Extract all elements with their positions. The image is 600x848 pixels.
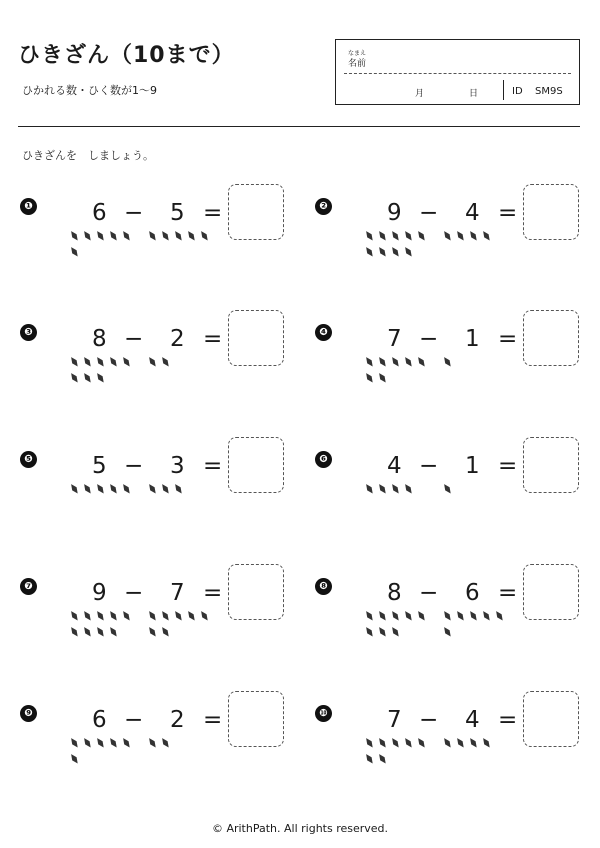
id-separator [503,80,504,100]
answer-box[interactable] [228,184,284,240]
minus-sign: − [124,707,144,733]
equals-sign: = [498,453,518,479]
minuend-counters [68,354,133,386]
carrot-icon: ⧫ [415,354,428,369]
carrot-icon: ⧫ [376,735,389,750]
problem-number-badge: ❻ [315,451,332,468]
carrot-icon: ⧫ [68,608,81,623]
carrot-icon: ⧫ [198,608,211,623]
minuend-counters [363,735,428,767]
minuend: 7 [387,326,402,352]
carrot-icon: ⧫ [467,228,480,243]
carrot-icon: ⧫ [94,481,107,496]
minus-sign: − [124,200,144,226]
day-label: 日 [469,89,479,99]
carrot-icon: ⧫ [120,735,133,750]
carrot-icon: ⧫ [68,370,81,385]
id-label: ID [512,86,523,97]
subtrahend: 1 [465,453,480,479]
subtrahend-counters [441,608,506,640]
minus-sign: − [419,707,439,733]
subtrahend: 6 [465,580,480,606]
equals-sign: = [498,200,518,226]
carrot-icon: ⧫ [120,481,133,496]
problem-number-badge: ❷ [315,198,332,215]
subtrahend: 3 [170,453,185,479]
carrot-icon: ⧫ [146,608,159,623]
carrot-icon: ⧫ [68,354,81,369]
carrot-icon: ⧫ [441,608,454,623]
carrot-icon: ⧫ [159,481,172,496]
carrot-icon: ⧫ [120,228,133,243]
problem-8 [315,578,595,668]
header-divider [18,126,580,127]
problem-9 [20,705,300,795]
problem-number-badge: ❾ [20,705,37,722]
carrot-icon: ⧫ [81,735,94,750]
carrot-icon: ⧫ [172,608,185,623]
carrot-icon: ⧫ [81,370,94,385]
carrot-icon: ⧫ [107,354,120,369]
minuend-counters [363,608,428,640]
carrot-icon: ⧫ [376,608,389,623]
name-line [344,73,571,74]
carrot-icon: ⧫ [389,624,402,639]
carrot-icon: ⧫ [68,735,81,750]
carrot-icon: ⧫ [107,735,120,750]
carrot-icon: ⧫ [172,481,185,496]
subtrahend-counters [441,354,506,370]
carrot-icon: ⧫ [389,608,402,623]
problem-5 [20,451,300,541]
carrot-icon: ⧫ [441,735,454,750]
carrot-icon: ⧫ [402,608,415,623]
carrot-icon: ⧫ [159,624,172,639]
carrot-icon: ⧫ [81,624,94,639]
carrot-icon: ⧫ [198,228,211,243]
answer-box[interactable] [228,691,284,747]
minuend-counters [68,735,133,767]
carrot-icon: ⧫ [402,228,415,243]
carrot-icon: ⧫ [363,624,376,639]
equals-sign: = [203,200,223,226]
minuend: 4 [387,453,402,479]
carrot-icon: ⧫ [68,751,81,766]
equals-sign: = [498,326,518,352]
minus-sign: − [419,326,439,352]
carrot-icon: ⧫ [480,735,493,750]
carrot-icon: ⧫ [363,354,376,369]
carrot-icon: ⧫ [363,481,376,496]
carrot-icon: ⧫ [480,608,493,623]
answer-box[interactable] [228,437,284,493]
carrot-icon: ⧫ [402,354,415,369]
answer-box[interactable] [523,437,579,493]
carrot-icon: ⧫ [68,624,81,639]
month-label: 月 [415,89,425,99]
carrot-icon: ⧫ [363,228,376,243]
minuend: 9 [387,200,402,226]
name-label: 名前 [348,59,367,69]
carrot-icon: ⧫ [146,624,159,639]
answer-box[interactable] [523,184,579,240]
problem-6 [315,451,595,541]
carrot-icon: ⧫ [107,624,120,639]
id-value: SM9S [535,86,563,97]
minuend-counters [363,481,428,497]
carrot-icon: ⧫ [146,481,159,496]
carrot-icon: ⧫ [185,608,198,623]
problem-number-badge: ❶ [20,198,37,215]
carrot-icon: ⧫ [415,228,428,243]
carrot-icon: ⧫ [107,608,120,623]
carrot-icon: ⧫ [376,481,389,496]
carrot-icon: ⧫ [146,354,159,369]
carrot-icon: ⧫ [94,370,107,385]
carrot-icon: ⧫ [185,228,198,243]
answer-box[interactable] [523,564,579,620]
carrot-icon: ⧫ [402,481,415,496]
minuend: 7 [387,707,402,733]
problem-number-badge: ❼ [20,578,37,595]
subtrahend-counters [146,735,211,751]
minuend-counters [363,354,428,386]
carrot-icon: ⧫ [493,608,506,623]
subtrahend-counters [441,735,506,751]
carrot-icon: ⧫ [68,244,81,259]
carrot-icon: ⧫ [454,608,467,623]
minuend-counters [68,481,133,497]
equals-sign: = [498,580,518,606]
answer-box[interactable] [523,310,579,366]
subtrahend-counters [146,228,211,244]
subtrahend: 4 [465,707,480,733]
carrot-icon: ⧫ [94,354,107,369]
carrot-icon: ⧫ [159,228,172,243]
carrot-icon: ⧫ [376,624,389,639]
problem-3 [20,324,300,414]
subtrahend-counters [441,228,506,244]
minus-sign: − [124,326,144,352]
carrot-icon: ⧫ [120,608,133,623]
subtrahend: 5 [170,200,185,226]
carrot-icon: ⧫ [389,481,402,496]
carrot-icon: ⧫ [172,228,185,243]
subtrahend-counters [146,481,211,497]
carrot-icon: ⧫ [120,354,133,369]
equals-sign: = [203,326,223,352]
problem-2 [315,198,595,288]
carrot-icon: ⧫ [159,735,172,750]
subtrahend: 7 [170,580,185,606]
carrot-icon: ⧫ [376,370,389,385]
carrot-icon: ⧫ [107,481,120,496]
carrot-icon: ⧫ [363,608,376,623]
carrot-icon: ⧫ [81,354,94,369]
carrot-icon: ⧫ [441,354,454,369]
carrot-icon: ⧫ [389,354,402,369]
worksheet-title: ひきざん（10まで） [18,43,235,68]
answer-box[interactable] [228,564,284,620]
subtrahend-counters [441,481,506,497]
minus-sign: − [419,200,439,226]
problem-number-badge: ❹ [315,324,332,341]
carrot-icon: ⧫ [441,481,454,496]
worksheet-subtitle: ひかれる数・ひく数が1〜9 [22,84,157,97]
subtrahend: 2 [170,326,185,352]
carrot-icon: ⧫ [389,735,402,750]
subtrahend: 1 [465,326,480,352]
minus-sign: − [124,580,144,606]
carrot-icon: ⧫ [81,608,94,623]
minuend-counters [68,228,133,260]
subtrahend-counters [146,354,211,370]
problem-4 [315,324,595,414]
instruction-text: ひきざんを しましょう。 [22,149,154,162]
carrot-icon: ⧫ [454,228,467,243]
problem-number-badge: ❿ [315,705,332,722]
carrot-icon: ⧫ [363,244,376,259]
equals-sign: = [203,707,223,733]
problem-7 [20,578,300,668]
carrot-icon: ⧫ [376,244,389,259]
minuend: 8 [387,580,402,606]
carrot-icon: ⧫ [376,751,389,766]
problem-number-badge: ❺ [20,451,37,468]
carrot-icon: ⧫ [159,354,172,369]
carrot-icon: ⧫ [415,735,428,750]
carrot-icon: ⧫ [376,354,389,369]
carrot-icon: ⧫ [389,244,402,259]
subtrahend: 2 [170,707,185,733]
carrot-icon: ⧫ [441,624,454,639]
carrot-icon: ⧫ [94,228,107,243]
answer-box[interactable] [228,310,284,366]
problem-number-badge: ❽ [315,578,332,595]
minus-sign: − [124,453,144,479]
carrot-icon: ⧫ [363,735,376,750]
carrot-icon: ⧫ [467,608,480,623]
carrot-icon: ⧫ [454,735,467,750]
carrot-icon: ⧫ [402,735,415,750]
minuend: 6 [92,200,107,226]
minuend: 6 [92,707,107,733]
subtrahend: 4 [465,200,480,226]
answer-box[interactable] [523,691,579,747]
problem-10 [315,705,595,795]
carrot-icon: ⧫ [159,608,172,623]
minuend: 5 [92,453,107,479]
subtrahend-counters [146,608,211,640]
carrot-icon: ⧫ [363,370,376,385]
carrot-icon: ⧫ [107,228,120,243]
name-box[interactable] [335,39,580,105]
carrot-icon: ⧫ [94,735,107,750]
equals-sign: = [203,453,223,479]
minuend-counters [68,608,133,640]
carrot-icon: ⧫ [376,228,389,243]
carrot-icon: ⧫ [81,228,94,243]
carrot-icon: ⧫ [146,735,159,750]
carrot-icon: ⧫ [467,735,480,750]
minuend-counters [363,228,428,260]
problem-1 [20,198,300,288]
carrot-icon: ⧫ [68,481,81,496]
carrot-icon: ⧫ [389,228,402,243]
carrot-icon: ⧫ [68,228,81,243]
carrot-icon: ⧫ [402,244,415,259]
equals-sign: = [203,580,223,606]
carrot-icon: ⧫ [480,228,493,243]
minus-sign: − [419,453,439,479]
name-ruby: なまえ [348,50,367,57]
problem-number-badge: ❸ [20,324,37,341]
footer-copyright: © ArithPath. All rights reserved. [211,822,389,835]
carrot-icon: ⧫ [94,608,107,623]
carrot-icon: ⧫ [415,608,428,623]
minuend: 8 [92,326,107,352]
carrot-icon: ⧫ [94,624,107,639]
minuend: 9 [92,580,107,606]
carrot-icon: ⧫ [363,751,376,766]
carrot-icon: ⧫ [81,481,94,496]
minus-sign: − [419,580,439,606]
carrot-icon: ⧫ [146,228,159,243]
equals-sign: = [498,707,518,733]
carrot-icon: ⧫ [441,228,454,243]
